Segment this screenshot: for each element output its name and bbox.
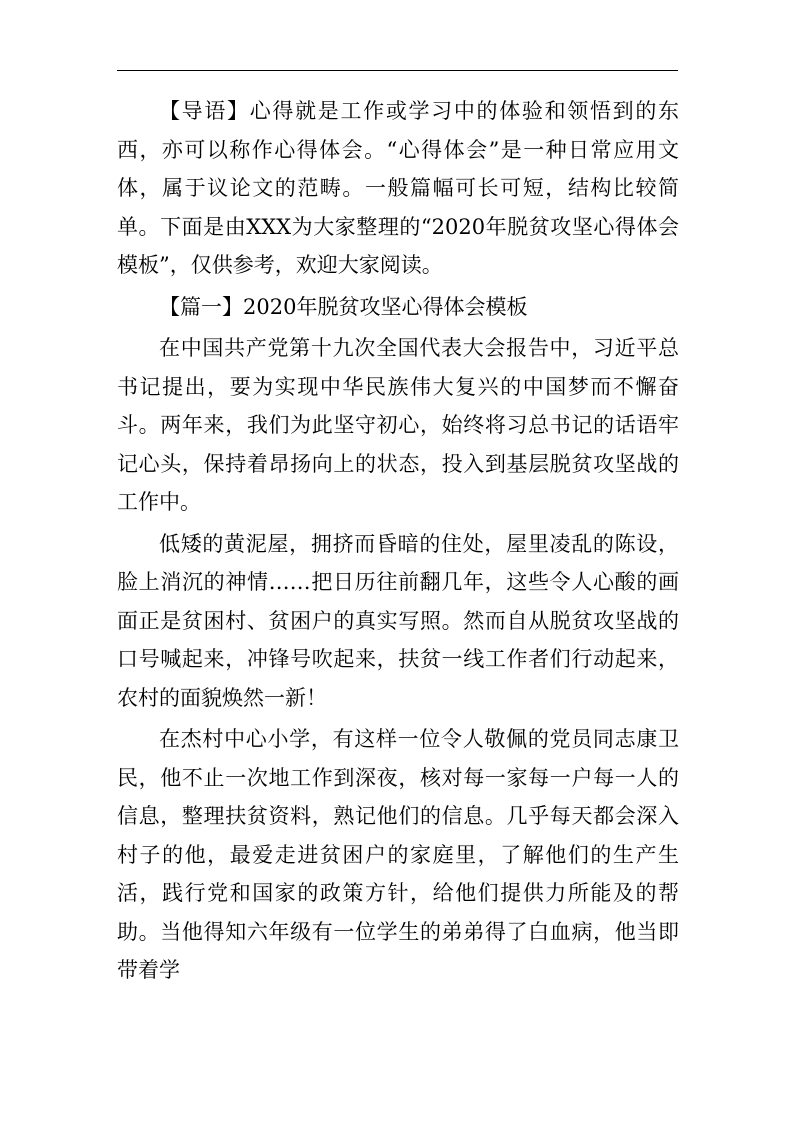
paragraph-1: 在中国共产党第十九次全国代表大会报告中，习近平总书记提出，要为实现中华民族伟大复兴的中国梦而不懈奋斗。两年来，我们为此坚守初心，始终将习总书记的话语牢记心头，保持着昂扬向上的状态，投入到基层脱贫攻坚战的工作中。 [117,336,679,514]
header-rule [117,70,678,71]
paragraph-intro: 【导语】心得就是工作或学习中的体验和领悟到的东西，亦可以称作心得体会。“心得体会”是一种日常应用文体，属于议论文的范畴。一般篇幅可长可短，结构比较简单。下面是由XXX为大家整理的“2020年脱贫攻坚心得体会模板”，仅供参考，欢迎大家阅读。 [117,99,679,277]
section-heading: 【篇一】2020年脱贫攻坚心得体会模板 [159,294,528,319]
document-body [117,92,679,990]
paragraph-3: 在杰村中心小学，有这样一位令人敬佩的党员同志康卫民，他不止一次地工作到深夜，核对每一家每一户每一人的信息，整理扶贫资料，熟记他们的信息。几乎每天都会深入村子的他，最爱走进贫困户的家庭里，了解他们的生产生活，践行党和国家的政策方针，给他们提供力所能及的帮助。当他得知六年级有一位学生的弟弟得了白血病，他当即带着学 [117,727,679,982]
paragraph-2: 低矮的黄泥屋，拥挤而昏暗的住处，屋里凌乱的陈设，脸上消沉的神情……把日历往前翻几年，这些令人心酸的画面正是贫困村、贫困户的真实写照。然而自从脱贫攻坚战的口号喊起来，冲锋号吹起来，扶贫一线工作者们行动起来，农村的面貌焕然一新！ [117,531,679,710]
